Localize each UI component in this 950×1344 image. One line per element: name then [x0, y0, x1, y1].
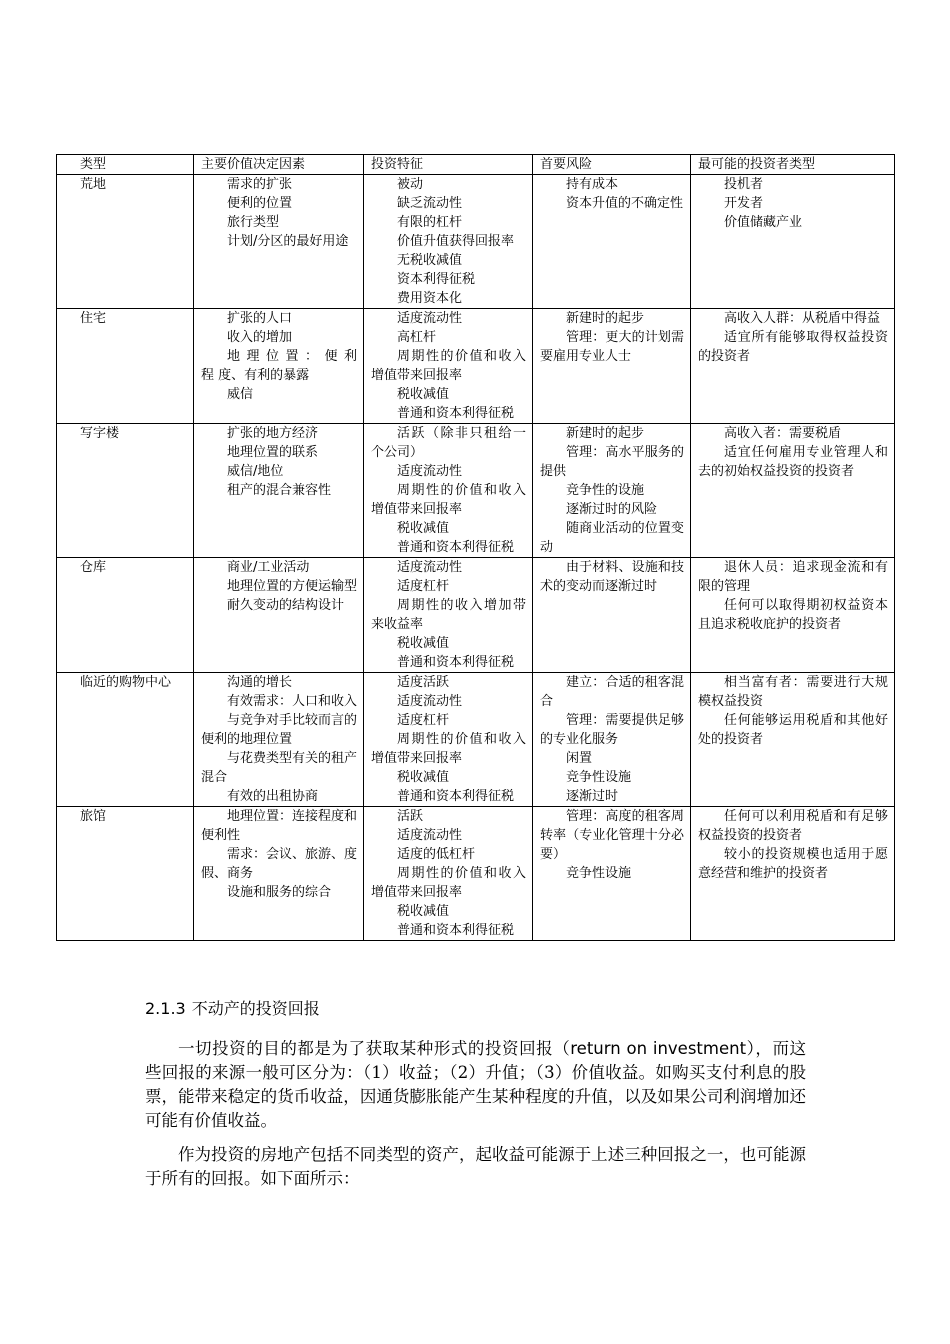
investment-feature-line: 活跃 [397, 809, 424, 824]
value-factor-line: 旅行类型 [227, 215, 280, 230]
property-type-cell: 住宅 [57, 309, 194, 424]
investor-type-line: 较小的投资规模也适用于愿意经营和维护的投资者 [698, 847, 888, 881]
investment-feature-line: 税收减值 [397, 770, 450, 785]
value-factor-line: 租产的混合兼容性 [227, 483, 332, 498]
investment-feature-line: 周期性的收入增加带来收益率 [371, 598, 526, 632]
investment-feature-line: 活跃（除非只租给一个公司） [371, 426, 526, 460]
value-factor-line: 需求：会议、旅游、度假、商务 [201, 847, 358, 881]
investment-feature-line: 适度杠杆 [397, 713, 450, 728]
value-factor-line: 商业/工业活动 [227, 560, 310, 575]
primary-risk-line: 管理：高度的租客周转率（专业化管理十分必要） [540, 809, 684, 862]
table-row [57, 424, 895, 558]
value-factor-line: 设施和服务的综合 [227, 885, 332, 900]
value-factor-line: 耐久变动的结构设计 [227, 598, 345, 613]
investor-type-line: 开发者 [724, 196, 764, 211]
primary-risk-cell [533, 673, 691, 807]
table-body [57, 175, 895, 941]
investor-type-line: 高收入者：需要税盾 [724, 426, 842, 441]
investment-feature-line: 价值升值获得回报率 [397, 234, 515, 249]
investor-type-line: 任何能够运用税盾和其他好处的投资者 [698, 713, 888, 747]
investment-feature-cell [364, 807, 533, 941]
investment-feature-line: 周期性的价值和收入增值带来回报率 [371, 866, 526, 900]
table-row [57, 673, 895, 807]
investment-feature-line: 适度流动性 [397, 464, 463, 479]
investor-type-line: 任何可以利用税盾和有足够权益投资的投资者 [698, 809, 888, 843]
investment-feature-line: 税收减值 [397, 521, 450, 536]
table-row [57, 175, 895, 309]
value-factor-line: 地理位置的方便运输型 [227, 579, 358, 594]
investor-type-cell [691, 673, 895, 807]
investment-feature-line: 税收减值 [397, 387, 450, 402]
table-header-row [57, 155, 895, 175]
investment-feature-line: 被动 [397, 177, 424, 192]
investment-feature-line: 适度流动性 [397, 560, 463, 575]
paragraph-english-term: return on investment [570, 1039, 747, 1058]
investment-feature-cell [364, 558, 533, 673]
value-factor-line: 地理位置：连接程度和便利性 [201, 809, 358, 843]
investment-feature-cell [364, 309, 533, 424]
primary-risk-cell [533, 175, 691, 309]
investment-feature-line: 普通和资本利得征税 [397, 540, 515, 555]
section-title: 不动产的投资回报 [191, 999, 320, 1018]
primary-risk-cell [533, 309, 691, 424]
investment-property-table [56, 154, 895, 941]
value-factor-line: 与花费类型有关的租产混合 [201, 751, 358, 785]
investor-type-line: 任何可以取得期初权益资本且追求税收庇护的投资者 [698, 598, 888, 632]
investment-feature-line: 适度杠杆 [397, 579, 450, 594]
investor-type-line: 适宜任何雇用专业管理人和去的初始权益投资的投资者 [698, 445, 888, 479]
value-factor-cell [194, 175, 364, 309]
value-factor-line: 收入的增加 [227, 330, 293, 345]
primary-risk-line: 新建时的起步 [566, 311, 645, 326]
investment-feature-cell [364, 175, 533, 309]
header-primary-risks: 首要风险 [533, 155, 691, 175]
primary-risk-line: 由于材料、设施和技术的变动而逐渐过时 [540, 560, 684, 594]
investor-type-cell [691, 424, 895, 558]
investment-feature-line: 适度的低杠杆 [397, 847, 476, 862]
primary-risk-line: 竞争性的设施 [566, 483, 645, 498]
value-factor-line: 威信/地位 [227, 464, 284, 479]
investor-type-line: 适宜所有能够取得权益投资的投资者 [698, 330, 888, 364]
investment-feature-line: 税收减值 [397, 636, 450, 651]
primary-risk-line: 管理：需要提供足够的专业化服务 [540, 713, 684, 747]
primary-risk-line: 随商业活动的位置变动 [540, 521, 684, 555]
investor-type-cell [691, 807, 895, 941]
investment-feature-line: 资本利得征税 [397, 272, 476, 287]
investment-feature-line: 普通和资本利得征税 [397, 789, 515, 804]
investor-type-cell [691, 558, 895, 673]
property-type-cell: 仓库 [57, 558, 194, 673]
primary-risk-line: 竞争性设施 [566, 770, 632, 785]
property-type-cell: 临近的购物中心 [57, 673, 194, 807]
table-row [57, 309, 895, 424]
value-factor-cell [194, 807, 364, 941]
investment-feature-line: 普通和资本利得征税 [397, 406, 515, 421]
value-factor-line: 威信 [227, 387, 254, 402]
value-factor-cell [194, 424, 364, 558]
primary-risk-line: 逐渐过时 [566, 789, 619, 804]
section-number: 2.1.3 [145, 999, 186, 1018]
table-row [57, 807, 895, 941]
value-factor-line: 地 理 位 置 ： 便 利 程 度、有利的暴露 [201, 349, 357, 383]
value-factor-cell [194, 558, 364, 673]
primary-risk-cell [533, 424, 691, 558]
primary-risk-line: 管理：高水平服务的提供 [540, 445, 684, 479]
primary-risk-line: 管理：更大的计划需要雇用专业人士 [540, 330, 684, 364]
property-type-cell: 写字楼 [57, 424, 194, 558]
investor-type-line: 退休人员：追求现金流和有限的管理 [698, 560, 888, 594]
investment-feature-line: 高杠杆 [397, 330, 437, 345]
value-factor-cell [194, 309, 364, 424]
value-factor-cell [194, 673, 364, 807]
investor-type-line: 高收入人群：从税盾中得益 [724, 311, 881, 326]
value-factor-line: 便利的位置 [227, 196, 293, 211]
value-factor-line: 扩张的人口 [227, 311, 293, 326]
investment-feature-line: 费用资本化 [397, 291, 463, 306]
paragraph-text: ），而这些回报的来源一般可区分为：（1）收益；（2）升值；（3）价值收益。如购买支付利息的股票，能带来稳定的货币收益，因通货膨胀能产生某种程度的升值，以及如果公司利润增加还可能有价值收益。 [145, 1039, 807, 1130]
header-investment-features: 投资特征 [364, 155, 533, 175]
investment-feature-line: 周期性的价值和收入增值带来回报率 [371, 349, 526, 383]
primary-risk-line: 持有成本 [566, 177, 619, 192]
primary-risk-line: 新建时的起步 [566, 426, 645, 441]
primary-risk-line: 资本升值的不确定性 [566, 196, 684, 211]
investment-feature-line: 有限的杠杆 [397, 215, 463, 230]
table-row [57, 558, 895, 673]
investor-type-line: 价值储藏产业 [724, 215, 803, 230]
investment-feature-cell [364, 673, 533, 807]
investor-type-line: 相当富有者：需要进行大规模权益投资 [698, 675, 888, 709]
header-value-factors: 主要价值决定因素 [194, 155, 364, 175]
investment-feature-line: 无税收减值 [397, 253, 463, 268]
investment-feature-line: 适度流动性 [397, 694, 463, 709]
value-factor-line: 有效的出租协商 [227, 789, 319, 804]
investor-type-cell [691, 309, 895, 424]
paragraph-real-estate-return: 作为投资的房地产包括不同类型的资产，起收益可能源于上述三种回报之一，也可能源于所有的回报。如下面所示： [145, 1145, 806, 1188]
property-type-cell: 旅馆 [57, 807, 194, 941]
investment-feature-line: 适度流动性 [397, 311, 463, 326]
investment-feature-line: 普通和资本利得征税 [397, 655, 515, 670]
value-factor-line: 扩张的地方经济 [227, 426, 319, 441]
investment-feature-line: 普通和资本利得征税 [397, 923, 515, 938]
investment-feature-line: 适度活跃 [397, 675, 450, 690]
value-factor-line: 与竞争对手比较而言的便利的地理位置 [201, 713, 358, 747]
investment-feature-line: 税收减值 [397, 904, 450, 919]
primary-risk-line: 闲置 [566, 751, 593, 766]
property-type-cell: 荒地 [57, 175, 194, 309]
investment-feature-line: 适度流动性 [397, 828, 463, 843]
value-factor-line: 需求的扩张 [227, 177, 293, 192]
value-factor-line: 计划/分区的最好用途 [227, 234, 349, 249]
primary-risk-cell [533, 807, 691, 941]
investment-feature-line: 周期性的价值和收入增值带来回报率 [371, 483, 526, 517]
value-factor-line: 有效需求：人口和收入 [227, 694, 358, 709]
section-heading [145, 998, 320, 1020]
paragraph-investment-return [145, 1037, 806, 1133]
investment-feature-line: 周期性的价值和收入增值带来回报率 [371, 732, 526, 766]
header-type: 类型 [57, 155, 194, 175]
investor-type-line: 投机者 [724, 177, 764, 192]
header-investor-types: 最可能的投资者类型 [691, 155, 895, 175]
primary-risk-cell [533, 558, 691, 673]
investment-feature-line: 缺乏流动性 [397, 196, 463, 211]
primary-risk-line: 建立：合适的租客混合 [540, 675, 684, 709]
value-factor-line: 沟通的增长 [227, 675, 293, 690]
paragraph-text: 一切投资的目的都是为了获取某种形式的投资回报（ [178, 1039, 571, 1058]
value-factor-line: 地理位置的联系 [227, 445, 319, 460]
investment-feature-cell [364, 424, 533, 558]
primary-risk-line: 竞争性设施 [566, 866, 632, 881]
investor-type-cell [691, 175, 895, 309]
primary-risk-line: 逐渐过时的风险 [566, 502, 658, 517]
